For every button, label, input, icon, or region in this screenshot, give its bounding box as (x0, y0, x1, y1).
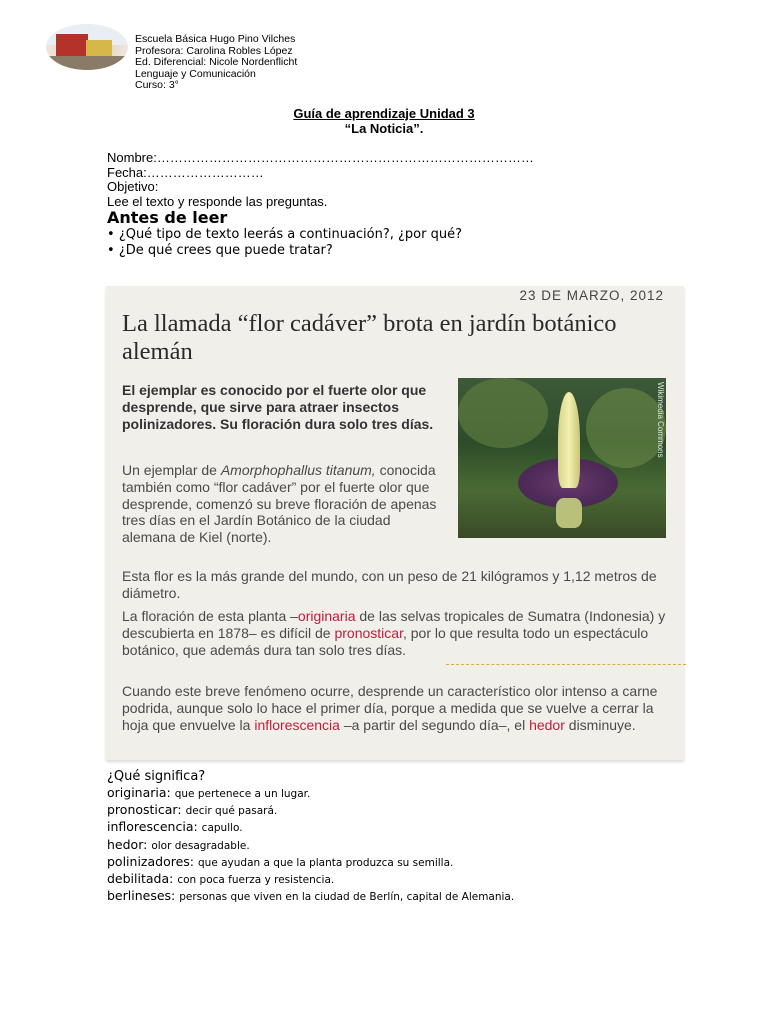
glossary-item (107, 819, 514, 836)
article-paragraph-2: Esta flor es la más grande del mundo, con un peso de 21 kilógramos y 1,12 metros de diámetro. (122, 568, 657, 601)
photo-credit: Wikimedia Commons (656, 382, 665, 458)
news-article (106, 286, 684, 760)
glossary (107, 769, 514, 905)
student-fields (107, 151, 534, 209)
p3-text-mid: de las selvas tropicales de Sumatra (Indonesia) y descubierta en 1878– es difícil de (122, 608, 666, 641)
p3-text-end: , por lo que resulta todo un espectáculo botánico, que además dura tan solo tres días. (122, 624, 649, 658)
glossary-item (107, 837, 514, 854)
glossary-term: berlineses: (107, 888, 176, 904)
date-field: Fecha:……………………… (107, 164, 264, 180)
glossary-question: ¿Qué significa? (107, 769, 206, 784)
p4-text: Cuando este breve fenómeno ocurre, desprende un característico olor intenso a carne podrida, aunque solo lo hace el primer día, porque a medida que se vuelve a cerrar la hoja que envuelve la (122, 683, 658, 733)
pre-reading-questions (107, 227, 462, 258)
guide-title-line2: “La Noticia”. (344, 121, 424, 136)
guide-title (0, 106, 768, 136)
header-school: Escuela Básica Hugo Pino Vilches (135, 33, 296, 45)
glossary-term: polinizadores: (107, 853, 195, 869)
highlight-originaria: originaria (297, 608, 356, 624)
pre-reading-heading: Antes de leer (107, 208, 228, 227)
article-lead: El ejemplar es conocido por el fuerte olor que desprende, que sirve para atraer insectos polinizadores. Su floración dura solo tres días. (122, 382, 434, 432)
header-course: Curso: 3° (135, 79, 179, 92)
instruction-text: Lee el texto y responde las preguntas. (107, 193, 328, 209)
name-field: Nombre:…………………………………………………………………………… (107, 150, 534, 165)
glossary-term: hedor: (107, 836, 148, 852)
species-name: Amorphophallus titanum, (220, 462, 376, 478)
glossary-item (107, 854, 514, 871)
highlight-inflorescencia: inflorescencia (254, 716, 340, 733)
article-paragraph-4 (122, 683, 667, 733)
glossary-definition: con poca fuerza y resistencia. (177, 874, 335, 887)
pre-reading-section (107, 209, 462, 258)
glossary-definition: capullo. (201, 822, 243, 835)
header-teacher: Profesora: Carolina Robles López (135, 44, 293, 57)
glossary-term: originaria: (107, 785, 171, 800)
guide-title-line1: Guía de aprendizaje Unidad 3 (293, 106, 475, 121)
school-header (135, 34, 297, 92)
glossary-definition: que pertenece a un lugar. (174, 788, 311, 800)
highlight-hedor: hedor (529, 716, 565, 733)
p3-text: La floración de esta planta – (122, 608, 298, 624)
pre-reading-question: • ¿De qué crees que puede tratar? (107, 243, 462, 259)
article-paragraph-3 (122, 608, 667, 658)
glossary-term: debilitada: (107, 871, 174, 887)
pre-reading-question: • ¿Qué tipo de texto leerás a continuación?, ¿por qué? (107, 227, 462, 243)
glossary-term: inflorescencia: (107, 819, 198, 835)
glossary-item (107, 785, 514, 802)
p4-text-end: disminuye. (564, 716, 636, 733)
header-subject: Lenguaje y Comunicación (135, 67, 256, 80)
article-headline: La llamada “flor cadáver” brota en jardín botánico alemán (122, 310, 617, 365)
glossary-item (107, 888, 514, 905)
highlight-pronosticar: pronosticar (334, 624, 403, 641)
article-paragraph-1 (122, 462, 444, 546)
glossary-term: pronosticar: (107, 802, 182, 818)
header-special-ed: Ed. Diferencial: Nicole Nordenflicht (135, 56, 298, 69)
p1-text-rest: conocida también como “flor cadáver” por el fuerte olor que desprende, comenzó su breve floración de apenas tres días en el Jardín Botánico de la ciudad alemana de Kiel (norte). (122, 462, 437, 546)
glossary-definition: personas que viven en la ciudad de Berlín, capital de Alemania. (179, 891, 515, 904)
glossary-definition: decir qué pasará. (185, 805, 278, 818)
corpse-flower-photo (458, 378, 666, 538)
objective-label: Objetivo: (107, 179, 159, 194)
glossary-item (107, 802, 514, 819)
glossary-item (107, 871, 514, 888)
glossary-definition: que ayudan a que la planta produzca su semilla. (198, 856, 454, 869)
p4-text-mid: –a partir del segundo día–, el (339, 716, 530, 733)
school-logo (46, 24, 128, 70)
article-date: 23 DE MARZO, 2012 (519, 288, 664, 303)
p1-text: Un ejemplar de (122, 462, 221, 478)
dashed-divider (446, 664, 686, 665)
glossary-definition: olor desagradable. (151, 839, 250, 852)
